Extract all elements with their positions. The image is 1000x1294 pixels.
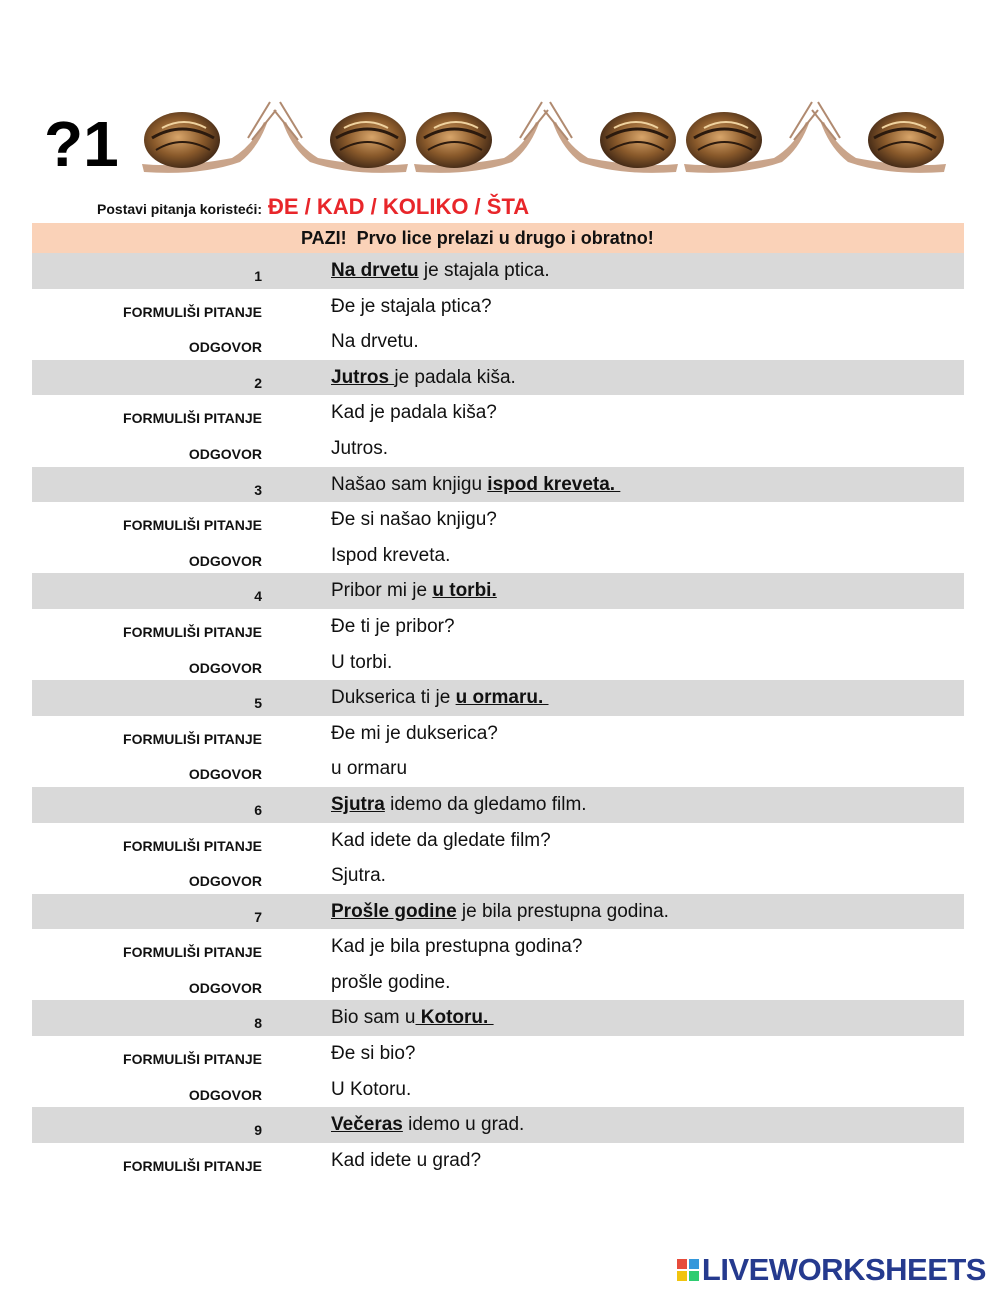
answer-label: ODGOVOR [188, 552, 262, 569]
statement-row [32, 573, 964, 609]
statement-text [331, 256, 550, 286]
logo-square [677, 1271, 687, 1281]
question-row [32, 1143, 964, 1179]
statement-text [331, 1003, 494, 1033]
item-number: 7 [254, 908, 262, 925]
question-row [32, 716, 964, 752]
snails-illustration [140, 98, 950, 180]
answer-field[interactable]: U torbi. [331, 651, 393, 673]
question-answer-field[interactable]: Đe si bio? [331, 1043, 416, 1065]
statement-post: je stajala ptica. [418, 260, 550, 281]
answer-field[interactable]: u ormaru [331, 758, 408, 780]
question-label: FORMULIŠI PITANJE [123, 837, 262, 854]
statement-underlined: Na drvetu [331, 260, 419, 281]
answer-label: ODGOVOR [188, 659, 262, 676]
question-label: FORMULIŠI PITANJE [123, 944, 262, 961]
snail-icon [414, 102, 548, 173]
statement-pre: Bio sam u [331, 1007, 416, 1029]
question-label: FORMULIŠI PITANJE [123, 410, 262, 427]
statement-row [32, 894, 964, 930]
answer-row [32, 431, 964, 467]
snail-icon [684, 102, 818, 173]
logo-square [689, 1271, 699, 1281]
answer-field[interactable]: Jutros. [331, 437, 389, 459]
statement-underlined: u ormaru. [455, 687, 549, 709]
question-answer-field[interactable]: Kad je padala kiša? [331, 402, 497, 424]
snail-icon [812, 102, 946, 173]
question-answer-field[interactable]: Kad idete da gledate film? [331, 829, 551, 851]
statement-underlined: Jutros [331, 366, 395, 388]
question-label: FORMULIŠI PITANJE [123, 517, 262, 534]
answer-label: ODGOVOR [188, 339, 262, 356]
statement-text [331, 470, 620, 500]
item-number: 1 [254, 268, 262, 284]
note-text: PAZI! Prvo lice prelazi u drugo i obratno! [301, 228, 654, 248]
snail-icon [274, 102, 408, 173]
question-label: FORMULIŠI PITANJE [123, 303, 262, 320]
logo-square [677, 1259, 687, 1269]
statement-text [331, 683, 549, 713]
statement-row [32, 1000, 964, 1036]
answer-field[interactable]: prošle godine. [331, 971, 451, 993]
statement-underlined: Večeras [331, 1114, 403, 1136]
answer-label: ODGOVOR [188, 766, 262, 783]
answer-row [32, 965, 964, 1001]
snail-icon [142, 102, 276, 173]
statement-row [32, 467, 964, 503]
question-answer-field[interactable]: Đe si našao knjigu? [331, 509, 497, 531]
statement-text [331, 363, 516, 393]
statement-post: idemo u grad. [402, 1114, 525, 1136]
answer-row [32, 645, 964, 681]
question-answer-field[interactable]: Đe mi je dukserica? [331, 722, 498, 744]
question-label: FORMULIŠI PITANJE [123, 1157, 262, 1174]
answer-row [32, 751, 964, 787]
statement-text [331, 790, 587, 820]
statement-pre: Dukserica ti je [331, 687, 456, 709]
question-row [32, 395, 964, 431]
statement-post: je padala kiša. [394, 366, 516, 388]
statement-underlined: Sjutra [331, 793, 385, 815]
statement-underlined: Kotoru. [415, 1007, 494, 1029]
statement-underlined: ispod kreveta. [487, 473, 621, 495]
answer-row [32, 538, 964, 574]
statement-post: je bila prestupna godina. [456, 900, 669, 922]
answer-row [32, 858, 964, 894]
statement-row [32, 787, 964, 823]
question-row [32, 823, 964, 859]
exercise-number: ?1 [44, 108, 119, 180]
statement-row [32, 253, 964, 289]
question-row [32, 289, 964, 325]
exercise-rows [32, 253, 964, 1178]
answer-field[interactable]: Ispod kreveta. [331, 544, 451, 566]
statement-underlined: u torbi. [432, 580, 497, 602]
question-answer-field[interactable]: Kad je bila prestupna godina? [331, 936, 583, 958]
question-row [32, 609, 964, 645]
statement-row [32, 680, 964, 716]
item-number: 9 [254, 1122, 262, 1139]
answer-label: ODGOVOR [188, 445, 262, 462]
answer-row [32, 1072, 964, 1108]
question-row [32, 502, 964, 538]
question-answer-field[interactable]: Đe ti je pribor? [331, 615, 455, 637]
item-number: 8 [254, 1015, 262, 1032]
statement-pre: Pribor mi je [331, 580, 433, 602]
question-row [32, 1036, 964, 1072]
statement-row [32, 360, 964, 396]
question-words: ĐE / KAD / KOLIKO / ŠTA [268, 194, 530, 219]
question-answer-field[interactable]: Đe je stajala ptica? [331, 295, 492, 317]
question-answer-field[interactable]: Kad idete u grad? [331, 1149, 482, 1171]
statement-row [32, 1107, 964, 1143]
liveworksheets-logo-icon [677, 1259, 699, 1281]
item-number: 4 [254, 588, 262, 605]
item-number: 6 [254, 801, 262, 818]
answer-field[interactable]: Sjutra. [331, 865, 386, 887]
question-label: FORMULIŠI PITANJE [123, 623, 262, 640]
answer-field[interactable]: U Kotoru. [331, 1078, 412, 1100]
statement-underlined: Prošle godine [331, 900, 457, 922]
note-bar [32, 223, 964, 254]
question-label: FORMULIŠI PITANJE [123, 730, 262, 747]
question-label: FORMULIŠI PITANJE [123, 1051, 262, 1068]
statement-text [331, 1110, 524, 1140]
answer-label: ODGOVOR [188, 1086, 262, 1103]
item-number: 2 [254, 374, 262, 391]
answer-row [32, 324, 964, 360]
liveworksheets-footer [677, 1252, 986, 1288]
item-number: 5 [254, 695, 262, 712]
snail-icon [544, 102, 678, 173]
answer-label: ODGOVOR [188, 979, 262, 996]
statement-pre: Našao sam knjigu [331, 473, 488, 495]
logo-square [689, 1259, 699, 1269]
statement-post: idemo da gledamo film. [384, 793, 587, 815]
answer-field[interactable]: Na drvetu. [331, 331, 419, 353]
question-row [32, 929, 964, 965]
instruction-label: Postavi pitanja koristeći: [97, 201, 262, 217]
statement-text [331, 576, 497, 606]
item-number: 3 [254, 481, 262, 498]
statement-text [331, 897, 669, 927]
answer-label: ODGOVOR [188, 873, 262, 890]
brand-name: LIVEWORKSHEETS [701, 1252, 986, 1287]
